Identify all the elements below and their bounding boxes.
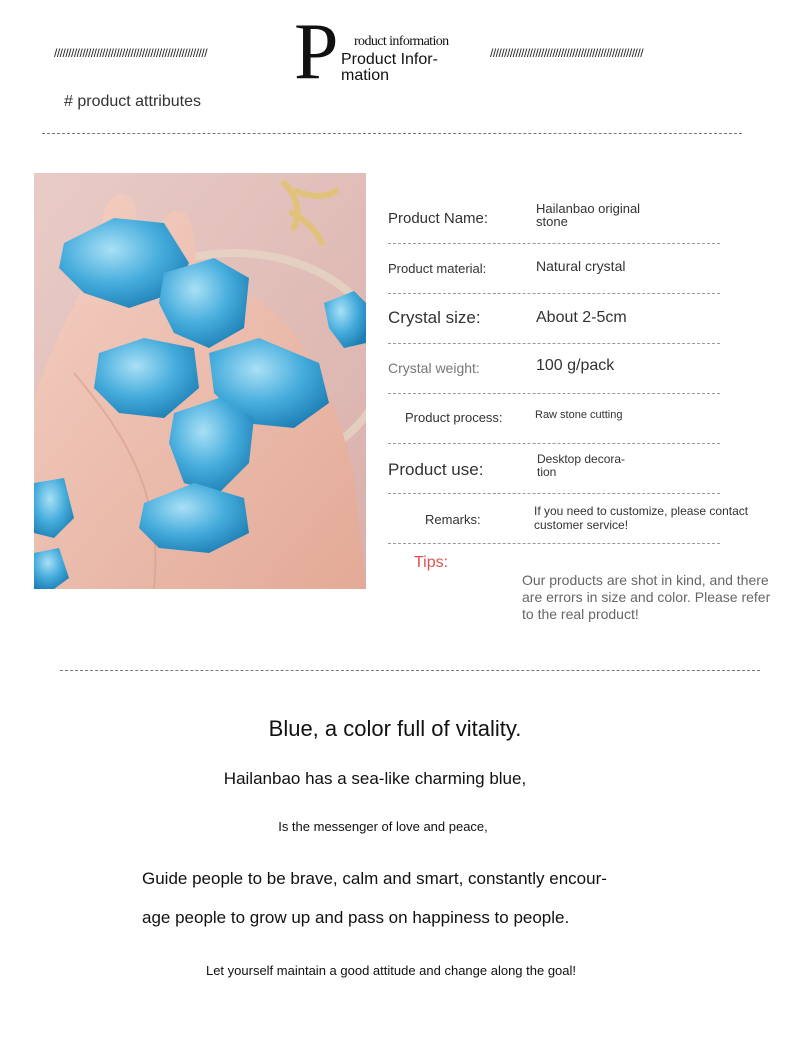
row-divider: [388, 393, 720, 394]
row-value-use: Desktop decora-tion: [537, 452, 626, 479]
decorative-slashes-right: //////////////////////////////////////////////////////: [490, 46, 644, 60]
row-divider: [388, 493, 720, 494]
row-label-size: Crystal size:: [388, 308, 481, 327]
page-title-line1: Product Infor-: [341, 51, 438, 68]
tips-label: Tips:: [414, 554, 449, 571]
row-label-weight: Crystal weight:: [388, 360, 480, 376]
row-value-size: About 2-5cm: [536, 309, 627, 326]
story-line-3b: age people to grow up and pass on happiness to people.: [142, 908, 570, 927]
tips-text: Our products are shot in kind, and there are errors in size and color. Please refer to the real product!: [522, 572, 771, 622]
row-value-process: Raw stone cutting: [535, 409, 623, 421]
row-divider: [388, 543, 720, 544]
header-small-caption: roduct information: [354, 34, 449, 49]
story-line-3a: Guide people to be brave, calm and smart, constantly encour-: [142, 869, 607, 888]
story-line-4: Let yourself maintain a good attitude and change along the goal!: [205, 963, 577, 978]
decorative-slashes-left: //////////////////////////////////////////////////////: [54, 46, 208, 60]
page-title: [341, 52, 461, 84]
product-photo: [34, 173, 366, 589]
story-line-1: Hailanbao has a sea-like charming blue,: [223, 769, 527, 788]
row-label-use: Product use:: [388, 460, 484, 479]
row-label-product-name: Product Name:: [388, 210, 489, 227]
story-headline: Blue, a color full of vitality.: [268, 716, 522, 741]
row-label-material: Product material:: [388, 261, 487, 276]
row-value-weight: 100 g/pack: [536, 357, 615, 374]
attributes-heading: # product attributes: [64, 93, 201, 110]
row-divider: [388, 343, 720, 344]
row-divider: [388, 243, 720, 244]
row-value-remarks: If you need to customize, please contact customer service!: [534, 504, 749, 532]
row-divider: [388, 443, 720, 444]
header-big-letter: P: [294, 8, 339, 96]
divider-top: [42, 133, 742, 134]
story-line-2: Is the messenger of love and peace,: [278, 819, 488, 834]
row-label-remarks: Remarks:: [425, 512, 481, 527]
row-label-process: Product process:: [405, 410, 503, 425]
divider-middle: [60, 670, 760, 671]
row-divider: [388, 293, 720, 294]
row-value-product-name: Hailanbao original stone: [536, 201, 641, 229]
page-title-line2: mation: [341, 67, 390, 84]
crystal-photo-icon: [34, 173, 366, 589]
row-value-material: Natural crystal: [536, 258, 626, 274]
